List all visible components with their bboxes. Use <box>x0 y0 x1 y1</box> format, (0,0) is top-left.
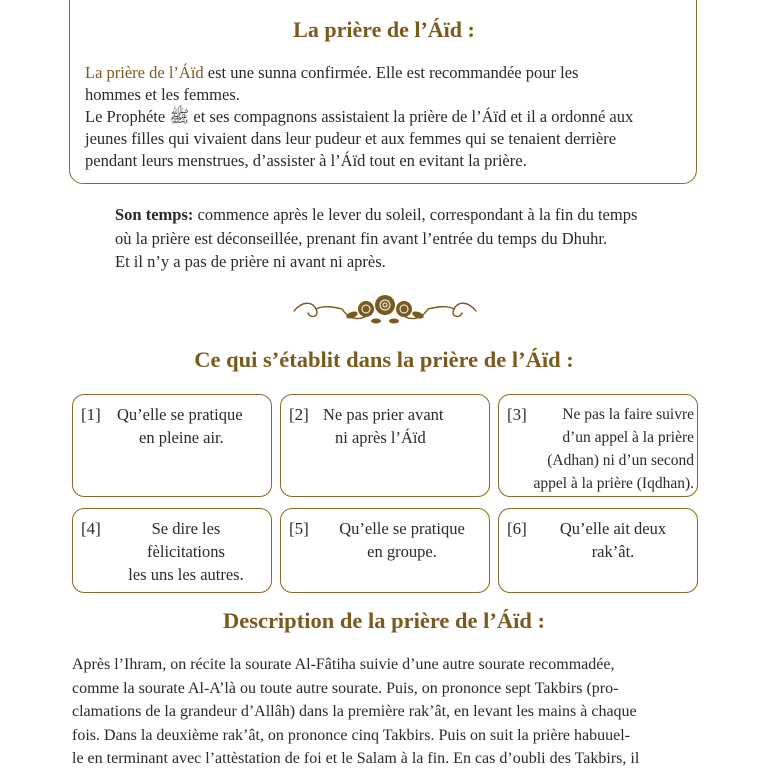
time-paragraph <box>115 203 715 274</box>
description-paragraph <box>72 653 702 771</box>
card-line: Se dire les <box>151 519 221 538</box>
card-line: les uns les autres. <box>128 565 244 584</box>
intro-title: La prière de l’Áïd : <box>293 17 475 42</box>
time-line3: Et il n’y a pas de prière ni avant ni après. <box>115 252 386 271</box>
card-1 <box>72 394 272 497</box>
card-number: [6] <box>507 519 527 538</box>
intro-p1-rest: est une sunna confirmée. Elle est recommandée pour les <box>203 63 579 82</box>
card-line: appel à la prière (Iqdhan). <box>533 475 694 492</box>
description-line: le en terminant avec l’attèstation de foi et le Salam à la fin. En cas d’oubli des Takbirs, il <box>72 750 640 767</box>
card-number: [3] <box>507 405 527 424</box>
intro-p1-line2: hommes et les femmes. <box>85 85 240 104</box>
card-2 <box>280 394 490 497</box>
card-3 <box>498 394 698 497</box>
description-line: Après l’Ihram, on récite la sourate Al-Fâtiha suivie d’une autre sourate recommadée, <box>72 656 615 673</box>
card-line: (Adhan) ni d’un second <box>547 452 694 469</box>
card-line: d’un appel à la prière <box>562 429 694 446</box>
card-line: rak’ât. <box>591 542 635 561</box>
intro-p2-line3: pendant leurs menstrues, d’assister à l’Áïd tout en evitant la prière. <box>85 151 527 170</box>
description-line: clamations de la grandeur d’Allâh) dans la première rak’ât, en levant les mains à chaque <box>72 703 637 720</box>
card-line: Ne pas la faire suivre <box>562 406 694 423</box>
description-line: comme la sourate Al-A’là ou toute autre sourate. Puis, on prononce sept Takbirs (pro- <box>72 679 619 697</box>
intro-p2-line1: Le Prophéte ﷺ et ses compagnons assistaient la prière de l’Áïd et il a ordonné aux <box>85 107 634 126</box>
card-line: ni après l’Áïd <box>335 428 426 447</box>
card-number: [1] <box>81 405 101 424</box>
time-line2: où la prière est déconseillée, prenant fin avant l’entrée du temps du Dhuhr. <box>115 228 608 248</box>
intro-highlight: La prière de l’Áïd <box>85 63 204 82</box>
card-number: [2] <box>289 405 309 424</box>
intro-p2-line2: jeunes filles qui vivaient dans leur pudeur et aux femmes qui se tenaient derrière <box>85 129 617 148</box>
card-line: Ne pas prier avant <box>323 405 444 424</box>
intro-paragraph-1 <box>85 62 685 106</box>
section-title-description: Description de la prière de l’Áïd : <box>222 608 546 633</box>
floral-ornament-icon <box>290 287 480 329</box>
card-line: Qu’elle ait deux <box>559 519 667 538</box>
card-line: en groupe. <box>367 542 437 561</box>
description-line: fois. Dans la deuxième rak’ât, on prononce cinq Takbirs. Puis on suit la prière habuuel- <box>72 726 630 744</box>
card-number: [4] <box>81 519 101 538</box>
time-line1: commence après le lever du soleil, correspondant à la fin du temps <box>193 205 638 224</box>
card-line: en pleine air. <box>139 428 224 447</box>
card-5 <box>280 508 490 593</box>
time-label: Son temps: <box>115 205 194 224</box>
card-number: [5] <box>289 519 309 538</box>
card-line: Qu’elle se pratique <box>117 405 243 424</box>
section-title-elements: Ce qui s’établit dans la prière de l’Áïd : <box>194 347 574 372</box>
card-6 <box>498 508 698 593</box>
card-4 <box>72 508 272 593</box>
intro-paragraph-2 <box>85 106 685 172</box>
card-line: Qu’elle se pratique <box>339 519 465 538</box>
card-line: fèlicitations <box>147 542 225 561</box>
